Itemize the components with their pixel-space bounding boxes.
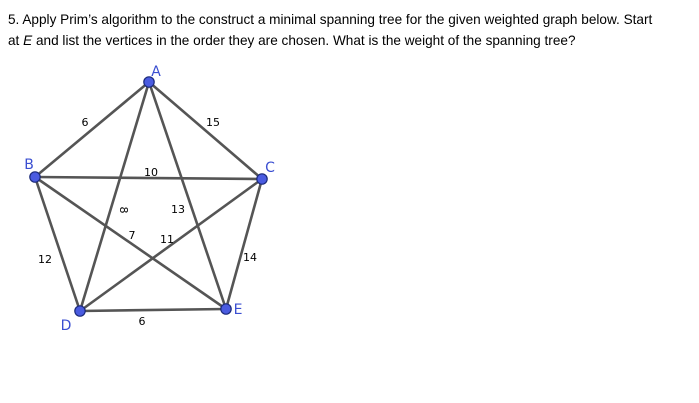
vertex-label-layer: [24, 64, 275, 334]
edge-weight-a-d: 8: [117, 206, 130, 214]
question-line-2-end: and list the vertices in the order they are chosen. What is the weight of the spanning tree?: [32, 33, 576, 48]
edge-a-b: [35, 82, 149, 177]
vertex-label-e: E: [233, 302, 243, 318]
edge-a-d: [80, 82, 149, 311]
question-start-vertex: E: [23, 33, 33, 48]
edge-b-e: [35, 177, 226, 309]
vertex-label-c: C: [265, 160, 275, 176]
edge-weight-b-e: 7: [128, 229, 136, 242]
edge-d-e: [80, 309, 226, 311]
vertex-b: [30, 172, 40, 182]
edge-weight-d-c: 11: [160, 233, 174, 246]
vertex-label-d: D: [60, 318, 72, 334]
edge-weight-c-e: 14: [243, 251, 257, 264]
edge-weight-d-e: 9: [138, 314, 146, 327]
vertex-label-b: B: [24, 157, 34, 173]
edge-weight-b-d: 12: [38, 253, 52, 266]
vertex-e: [221, 304, 231, 314]
edge-weight-a-e: 13: [171, 203, 185, 216]
edge-weight-b-c: 10: [144, 166, 158, 179]
edge-b-d: [35, 177, 80, 311]
edge-layer: [35, 82, 262, 311]
edge-weight-a-c: 15: [206, 116, 220, 129]
edge-weight-a-b: 6: [81, 116, 89, 129]
vertex-label-a: A: [151, 64, 161, 80]
vertex-d: [75, 306, 85, 316]
question-line-1: 5. Apply Prim’s algorithm to the construct a minimal spanning tree for the given weighted graph below. Start: [8, 12, 653, 27]
question-line-2-start: at: [8, 33, 24, 48]
edge-c-e: [226, 179, 262, 309]
